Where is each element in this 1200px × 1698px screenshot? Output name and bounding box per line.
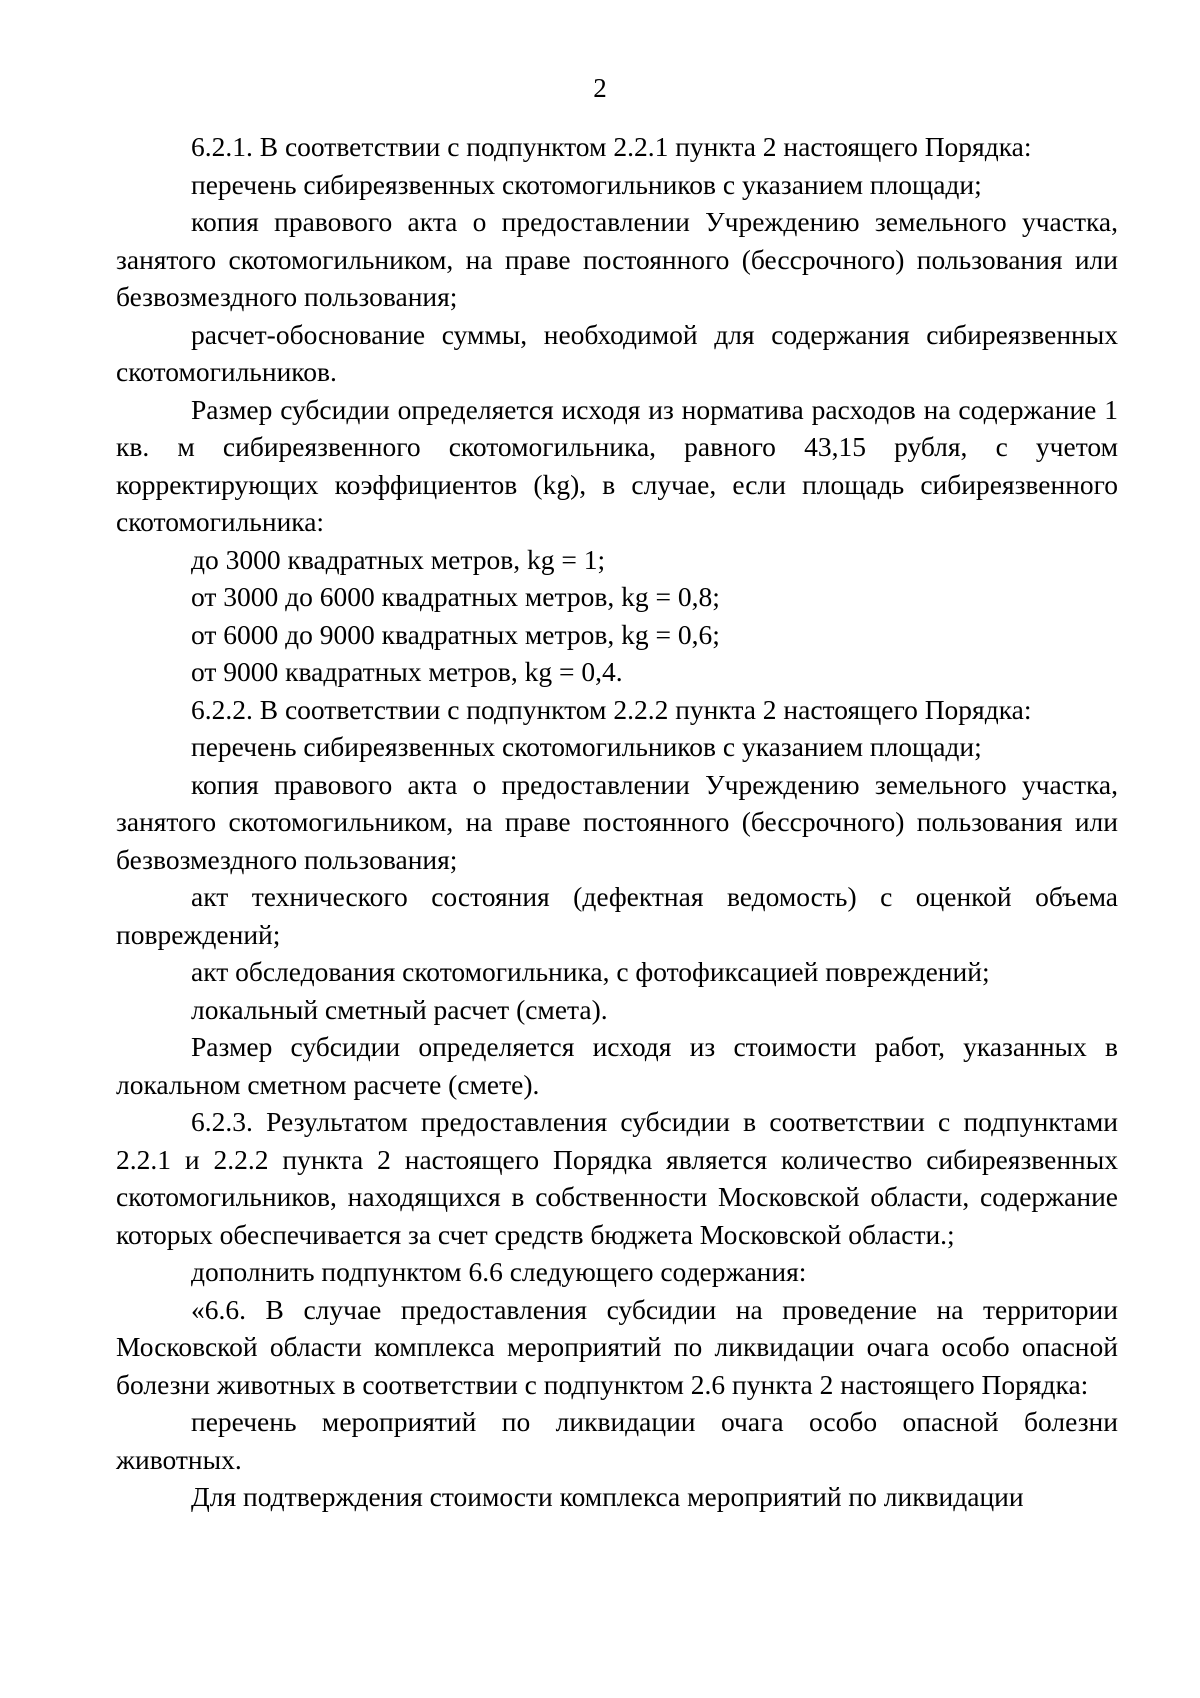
paragraph-coefficient-6000-9000: от 6000 до 9000 квадратных метров, kg = 0,6; (191, 618, 720, 650)
paragraph-add-subpoint-6-6: дополнить подпунктом 6.6 следующего содержания: (191, 1256, 807, 1287)
paragraph-calculation-justification: расчет-обоснование суммы, необходимой для содержания сибиреязвенных скотомогильников. (116, 318, 1118, 387)
paragraph-6-2-3-result: 6.2.3. Результатом предоставления субсидии в соответствии с подпунктами 2.2.1 и 2.2.2 пункта 2 настоящего Порядка является количество сибиреязвенных скотомогильников, находящихся в собственности Московской области, содержание которых обеспечивается за счет средств бюджета Московской области.; (116, 1106, 1118, 1250)
paragraph-list-with-area: перечень сибиреязвенных скотомогильников с указанием площади; (191, 168, 982, 200)
page-number: 2 (593, 73, 607, 103)
paragraph-legal-act-copy-2: копия правового акта о предоставлении Учреждению земельного участка, занятого скотомогильником, на праве постоянного (бессрочного) пользования или безвозмездного пользования; (116, 768, 1118, 875)
paragraph-local-estimate: локальный сметный расчет (смета). (191, 993, 608, 1025)
paragraph-subsidy-size-norm: Размер субсидии определяется исходя из норматива расходов на содержание 1 кв. м сибиреязвенного скотомогильника, равного 43,15 рубля, с учетом корректирующих коэффициентов (kg), в случае, если площадь сибиреязвенного скотомогильника: (116, 393, 1118, 537)
paragraph-6-2-1-heading: 6.2.1. В соответствии с подпунктом 2.2.1 пункта 2 настоящего Порядка: (191, 131, 1032, 162)
paragraph-6-6-heading: «6.6. В случае предоставления субсидии на проведение на территории Московской области комплекса мероприятий по ликвидации очага особо опасной болезни животных в соответствии с подпунктом 2.6 пункта 2 настоящего Порядка: (116, 1293, 1118, 1400)
paragraph-cost-confirmation: Для подтверждения стоимости комплекса мероприятий по ликвидации (191, 1481, 1024, 1512)
paragraph-legal-act-copy: копия правового акта о предоставлении Учреждению земельного участка, занятого скотомогильником, на праве постоянного (бессрочного) пользования или безвозмездного пользования; (116, 206, 1118, 312)
paragraph-measures-list: перечень мероприятий по ликвидации очага особо опасной болезни животных. (116, 1406, 1118, 1475)
paragraph-technical-condition-act: акт технического состояния (дефектная ведомость) с оценкой объема повреждений; (116, 881, 1118, 950)
document-body (116, 128, 1118, 1516)
paragraph-coefficient-from-9000: от 9000 квадратных метров, kg = 0,4. (191, 656, 623, 687)
paragraph-coefficient-3000-6000: от 3000 до 6000 квадратных метров, kg = 0,8; (191, 581, 720, 612)
paragraph-subsidy-size-works: Размер субсидии определяется исходя из стоимости работ, указанных в локальном сметном расчете (смете). (116, 1031, 1118, 1100)
paragraph-coefficient-up-to-3000: до 3000 квадратных метров, kg = 1; (191, 543, 606, 575)
paragraph-6-2-2-heading: 6.2.2. В соответствии с подпунктом 2.2.2 пункта 2 настоящего Порядка: (191, 693, 1032, 725)
paragraph-inspection-act: акт обследования скотомогильника, с фотофиксацией повреждений; (191, 956, 990, 987)
paragraph-list-with-area-2: перечень сибиреязвенных скотомогильников с указанием площади; (191, 731, 982, 762)
